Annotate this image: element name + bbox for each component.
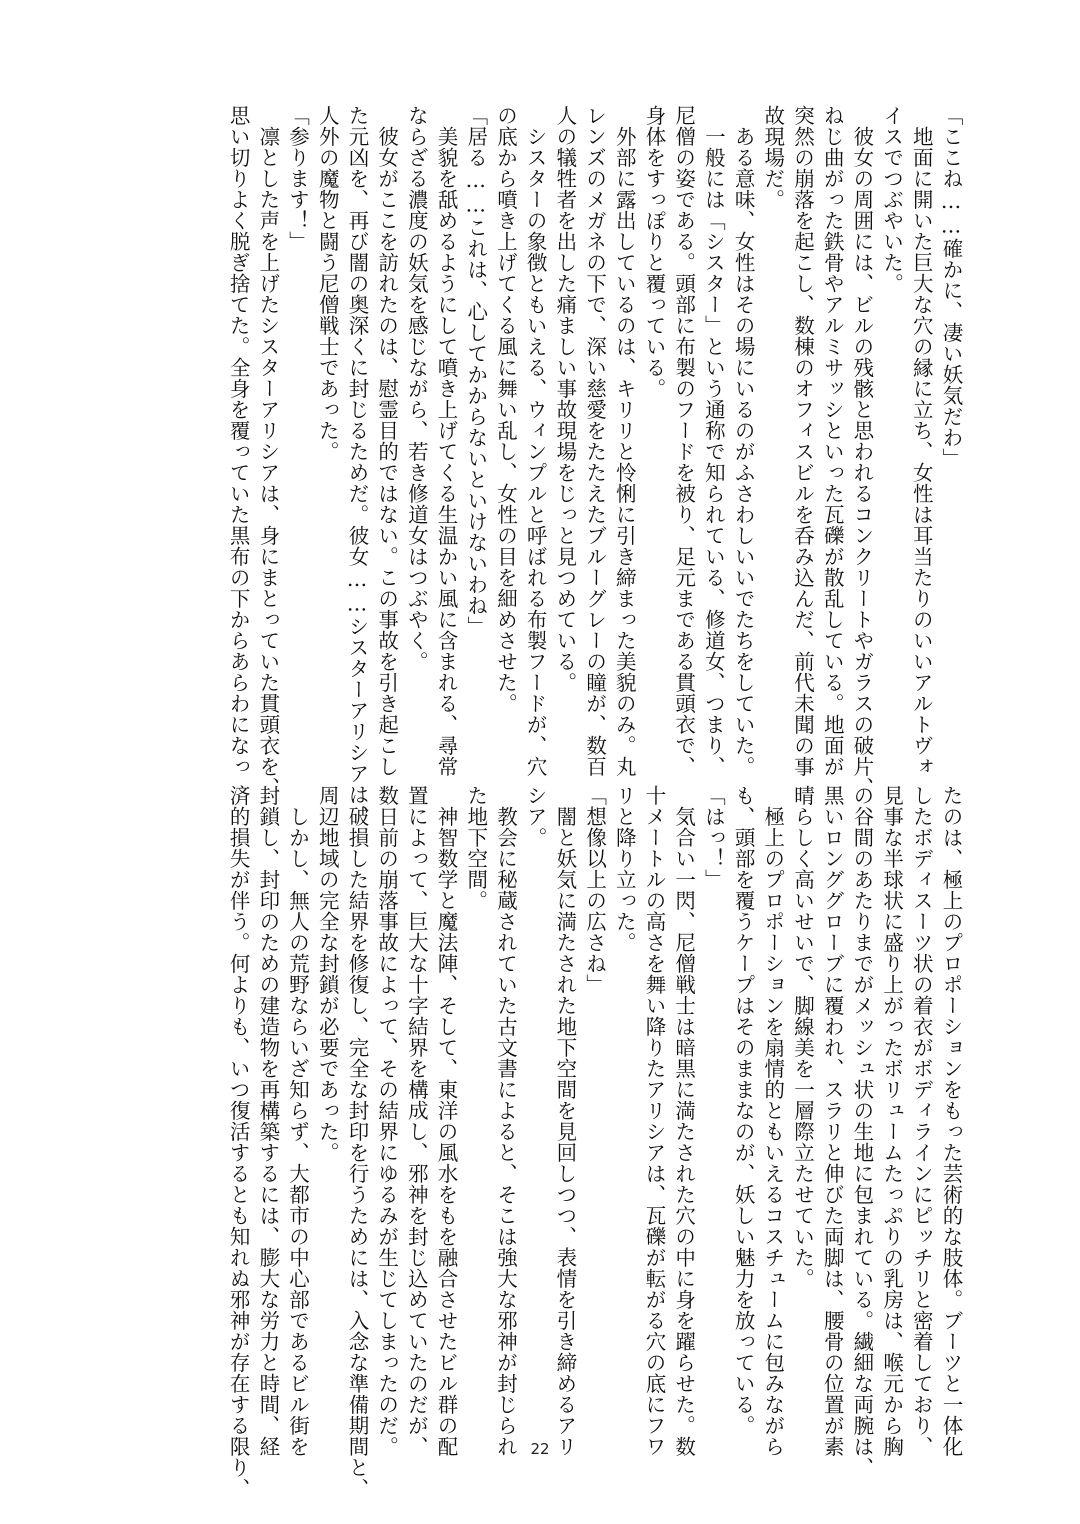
text-line: 美貌を舐めるようにして噴き上げてくる生温かい風に含まれる、尋常	[434, 105, 459, 777]
text-line: 済的損失が伴う。何よりも、いつ復活するとも知れぬ邪神が存在する限り、	[226, 785, 251, 1499]
text-line: 一般には「シスター」という通称で知られている、修道女、つまり、	[701, 105, 726, 777]
text-line: 晴らしく高いせいで、脚線美を一層際立たせていた。	[790, 785, 815, 1289]
text-line: たのは、極上のプロポーションをもった芸術的な肢体。ブーツと一体化	[939, 785, 963, 1457]
text-line: 「参ります！」	[285, 105, 310, 252]
text-line: 「ここね……確かに、凄い妖気だわ」	[939, 105, 963, 469]
page-number: 22	[530, 1440, 550, 1458]
text-line: 人外の魔物と闘う尼僧戦士であった。	[315, 105, 340, 462]
text-line: 十メートルの高さを舞い降りたアリシアは、瓦礫が転がる穴の底にフワ	[641, 785, 666, 1457]
text-line: したボディスーツ状の着衣がボディラインにピッチリと密着しており、	[909, 785, 934, 1457]
text-line: 外部に露出しているのは、キリリと怜悧に引き締まった美貌のみ。丸	[612, 105, 637, 777]
text-line: 故現場だ。	[760, 105, 785, 210]
text-line: 気合い一閃、尼僧戦士は暗黒に満たされた穴の中に身を躍らせた。数	[671, 785, 696, 1457]
text-line: 教会に秘蔵されていた古文書によると、そこは強大な邪神が封じられ	[493, 785, 518, 1457]
text-line: 彼女がここを訪れたのは、慰霊目的ではない。この事故を引き起こし	[374, 105, 399, 777]
text-line: 極上のプロポーションを扇情的ともいえるコスチュームに包みながら	[760, 785, 785, 1457]
text-line: 数日前の崩落事故によって、その結界にゆるみが生じてしまったのだ。	[374, 785, 399, 1457]
text-line: 置によって、巨大な十字結界を構成し、邪神を封じ込めていたのだが、	[404, 785, 429, 1457]
text-line: 身体をすっぽりと覆っている。	[641, 105, 666, 399]
text-line: リと降り立った。	[612, 785, 637, 953]
text-line: 思い切りよく脱ぎ捨てた。全身を覆っていた黒布の下からあらわになっ	[226, 105, 251, 777]
text-line: ある意味、女性はその場にいるのがふさわしいいでたちをしていた。	[731, 105, 756, 777]
text-line: 見事な半球状に盛り上がったボリュームたっぷりの乳房は、喉元から胸	[879, 785, 904, 1457]
text-line: 「居る……これは、心してかからないといけないわね」	[463, 105, 488, 637]
text-line: 凛とした声を上げたシスターアリシアは、身にまとっていた貫頭衣を、	[255, 105, 280, 798]
text-line: の底から噴き上げてくる風に舞い乱し、女性の目を細めさせた。	[493, 105, 518, 714]
text-line: ねじ曲がった鉄骨やアルミサッシといった瓦礫が散乱している。地面が	[820, 105, 845, 777]
text-line: ならざる濃度の妖気を感じながら、若き修道女はつぶやく。	[404, 105, 429, 672]
text-line: 尼僧の姿である。頭部に布製のフードを被り、足元まである貫頭衣で、	[671, 105, 696, 777]
text-line: 地面に開いた巨大な穴の縁に立ち、女性は耳当たりのいいアルトヴォ	[909, 105, 934, 777]
text-line: 闇と妖気に満たされた地下空間を見回しつつ、表情を引き締めるアリ	[552, 785, 577, 1457]
text-line: 周辺地域の完全な封鎖が必要であった。	[315, 785, 340, 1163]
text-line: イスでつぶやいた。	[879, 105, 904, 294]
text-line: た地下空間。	[463, 785, 488, 911]
text-line: 「はっ！」	[701, 785, 726, 890]
text-line: 人の犠牲者を出した痛ましい事故現場をじっと見つめている。	[552, 105, 577, 693]
text-line: の谷間のあたりまでがメッシュ状の生地に包まれている。繊細な両腕は、	[849, 785, 874, 1478]
text-line: も、頭部を覆うケープはそのままなのが、妖しい魅力を放っている。	[731, 785, 756, 1436]
top-text-block	[115, 105, 965, 826]
text-line: 「想像以上の広さね」	[582, 785, 607, 995]
text-line: 突然の崩落を起こし、数棟のオフィスビルを呑み込んだ、前代未聞の事	[790, 105, 815, 777]
text-line: 神智数学と魔法陣、そして、東洋の風水をもを融合させたビル群の配	[434, 785, 459, 1457]
text-line: た元凶を、再び闇の奥深くに封じるためだ。彼女……シスターアリシアは、	[344, 105, 369, 826]
text-line: シア。	[523, 785, 548, 848]
text-line: レンズのメガネの下で、深い慈愛をたたえたブルーグレーの瞳が、数百	[582, 105, 607, 777]
text-line: 破損した結界を修復し、完全な封印を行うためには、入念な準備期間と、	[344, 785, 369, 1499]
text-line: 封鎖し、封印のための建造物を再構築するには、膨大な労力と時間、経	[255, 785, 280, 1457]
text-line: 黒いロンググローブに覆われ、スラリと伸びた両脚は、腰骨の位置が素	[820, 785, 845, 1457]
text-line: シスターの象徴ともいえる、ウィンプルと呼ばれる布製フードが、穴	[523, 105, 548, 777]
text-line: しかし、無人の荒野ならいざ知らず、大都市の中心部であるビル街を	[285, 785, 310, 1457]
text-line: 彼女の周囲には、ビルの残骸と思われるコンクリートやガラスの破片、	[849, 105, 874, 798]
